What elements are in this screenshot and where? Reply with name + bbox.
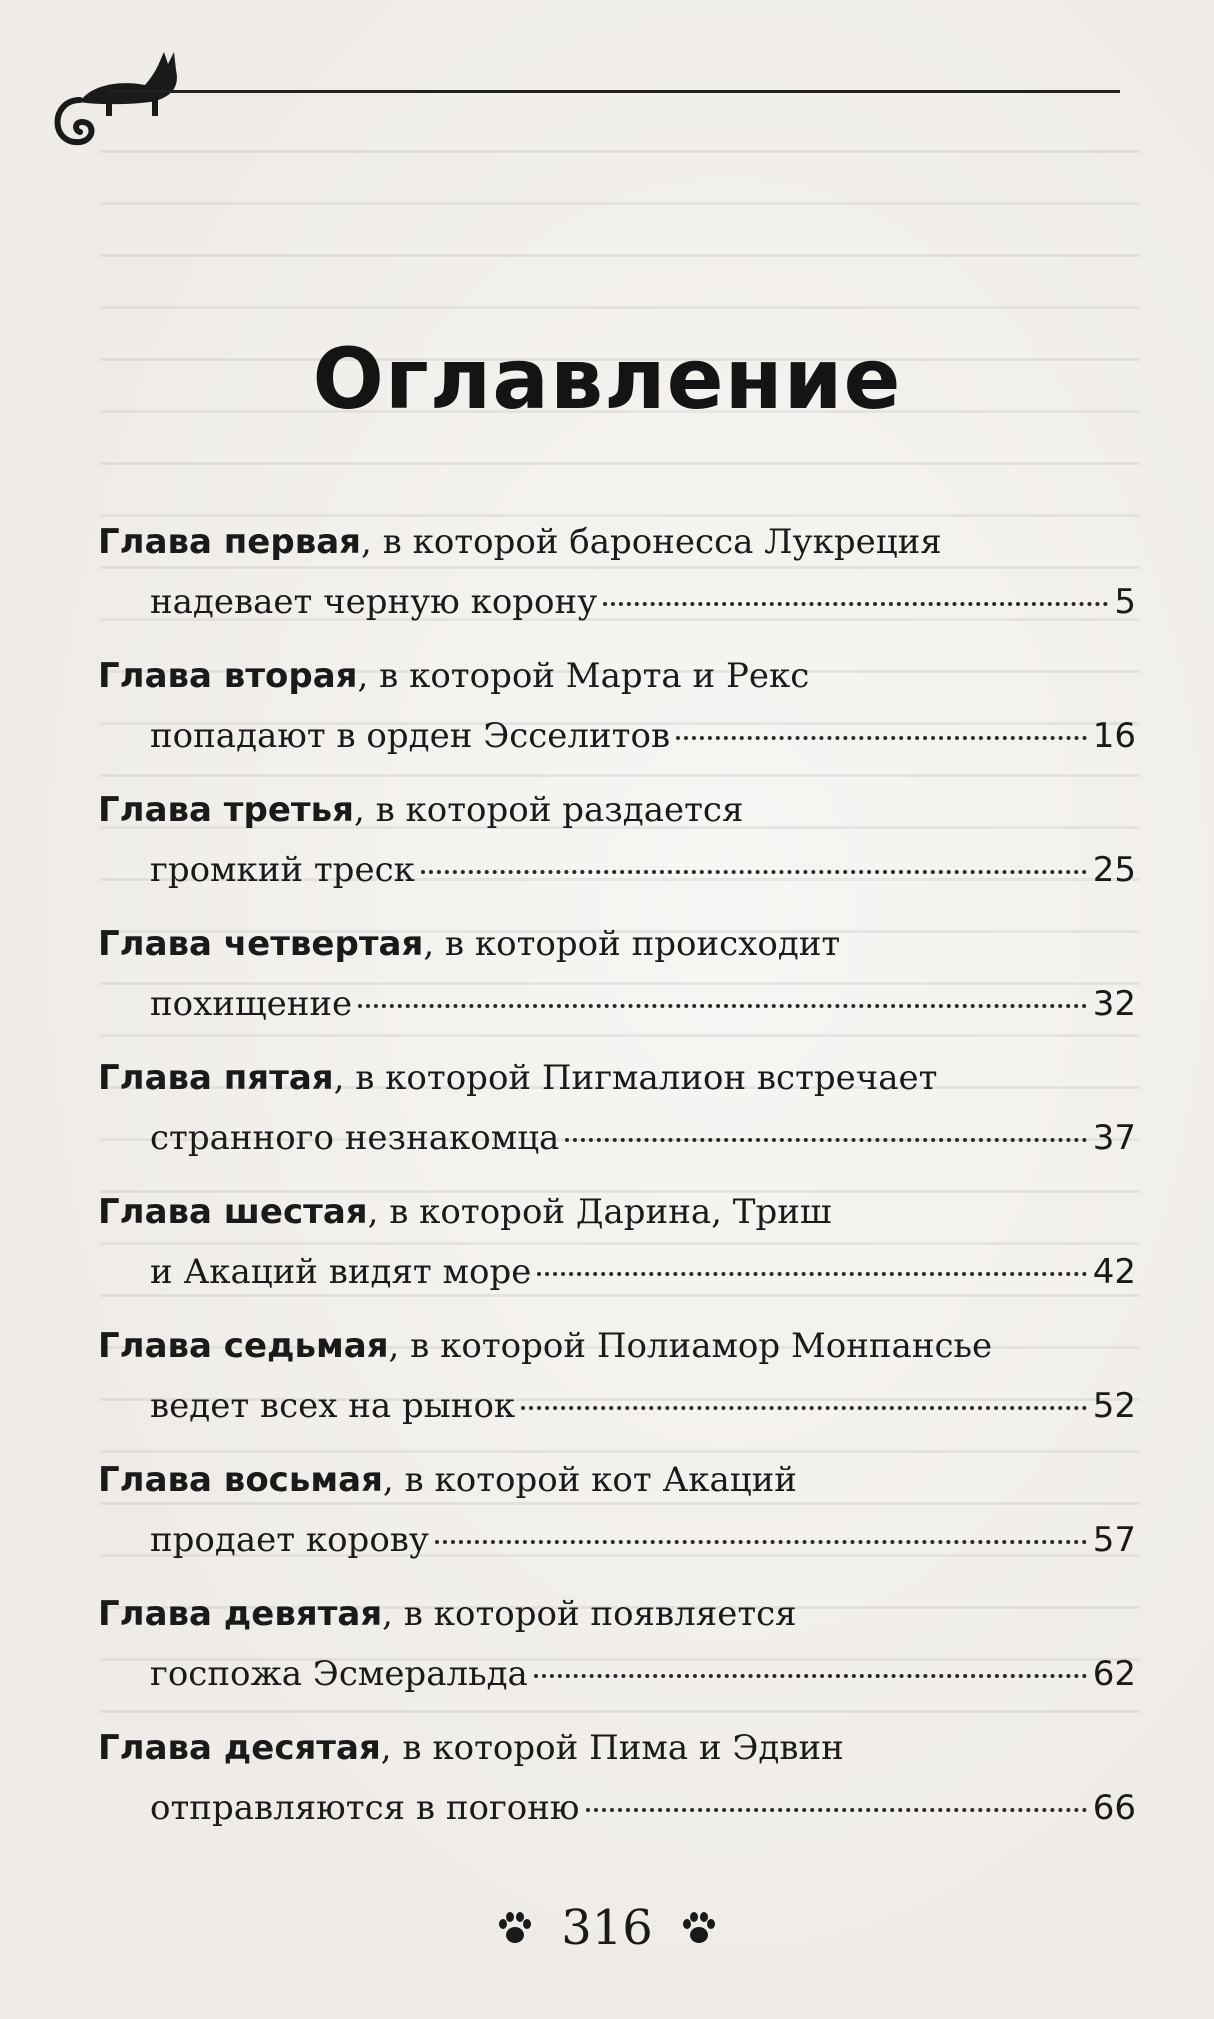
entry-heading [98,788,743,832]
chapter-description: , в которой раздается [353,790,744,830]
entry-continuation [150,1518,1136,1562]
dot-leader [676,736,1087,740]
chapter-description-cont: и Акаций видят море [150,1252,532,1292]
chapter-description: , в которой появляется [382,1594,797,1634]
chapter-description-cont: госпожа Эсмеральда [150,1654,528,1694]
page-ref: 52 [1092,1386,1136,1426]
toc-entry [98,654,1138,784]
chapter-label: Глава пятая [98,1058,334,1098]
dot-leader [421,870,1087,874]
entry-continuation [150,580,1136,624]
page-ref: 25 [1092,850,1136,890]
chapter-label: Глава восьмая [98,1460,383,1500]
chapter-description-cont: надевает черную корону [150,582,598,622]
dot-leader [603,602,1108,606]
chapter-description: , в которой Марта и Рекс [357,656,810,696]
chapter-label: Глава третья [98,790,354,830]
chapter-description: , в которой Полиамор Монпансье [388,1326,993,1366]
entry-continuation [150,1250,1136,1294]
dot-leader [435,1540,1087,1544]
entry-continuation [150,714,1136,758]
entry-heading [98,520,942,564]
page-ref: 5 [1114,582,1136,622]
page-ref: 32 [1092,984,1136,1024]
chapter-label: Глава девятая [98,1594,383,1634]
entry-continuation [150,848,1136,892]
page-ref: 66 [1092,1788,1136,1828]
chapter-description: , в которой происходит [423,924,841,964]
toc-entry [98,520,1138,650]
toc-entry [98,1190,1138,1320]
dot-leader [537,1272,1086,1276]
entry-continuation [150,1116,1136,1160]
page-number: 316 [561,1900,653,1956]
dot-leader [565,1138,1086,1142]
toc-entry [98,1324,1138,1454]
chapter-description-cont: странного незнакомца [150,1118,560,1158]
chapter-label: Глава десятая [98,1728,381,1768]
toc-entry [98,1458,1138,1588]
entry-continuation [150,1384,1136,1428]
chapter-description-cont: продает корову [150,1520,429,1560]
entry-heading [98,1324,992,1368]
dot-leader [586,1808,1087,1812]
chapter-label: Глава седьмая [98,1326,389,1366]
chapter-label: Глава первая [98,522,361,562]
page-ref: 16 [1092,716,1136,756]
entry-heading [98,1190,831,1234]
entry-continuation [150,1786,1136,1830]
entry-heading [98,1726,844,1770]
chapter-description-cont: ведет всех на рынок [150,1386,516,1426]
page-footer [0,1900,1214,1956]
page-ref: 57 [1092,1520,1136,1560]
dot-leader [521,1406,1087,1410]
dot-leader [534,1674,1087,1678]
entry-heading [98,1592,797,1636]
chapter-description: , в которой Пима и Эдвин [380,1728,844,1768]
chapter-label: Глава четвертая [98,924,424,964]
entry-heading [98,922,840,966]
header-rule [110,90,1120,93]
chapter-description: , в которой Дарина, Триш [367,1192,832,1232]
page-ref: 37 [1092,1118,1136,1158]
dot-leader [358,1004,1087,1008]
chapter-label: Глава вторая [98,656,358,696]
paw-print-icon [495,1908,535,1948]
toc-entry [98,922,1138,1052]
toc-entry [98,1726,1138,1856]
entry-continuation [150,982,1136,1026]
page-ref: 62 [1092,1654,1136,1694]
chapter-label: Глава шестая [98,1192,368,1232]
chapter-description: , в которой Пигмалион встречает [333,1058,938,1098]
toc-entry [98,1592,1138,1722]
chapter-description-cont: отправляются в погоню [150,1788,580,1828]
entry-heading [98,1458,797,1502]
page-ref: 42 [1092,1252,1136,1292]
chapter-description: , в которой баронесса Лукреция [361,522,942,562]
entry-heading [98,654,809,698]
page-title: Оглавление [312,330,902,428]
chapter-description: , в которой кот Акаций [382,1460,797,1500]
chapter-description-cont: попадают в орден Эсселитов [150,716,671,756]
toc-entry [98,1056,1138,1186]
toc-entry [98,788,1138,918]
entry-continuation [150,1652,1136,1696]
entry-heading [98,1056,937,1100]
chapter-description-cont: громкий треск [150,850,415,890]
paw-print-icon [679,1908,719,1948]
chapter-description-cont: похищение [150,984,353,1024]
